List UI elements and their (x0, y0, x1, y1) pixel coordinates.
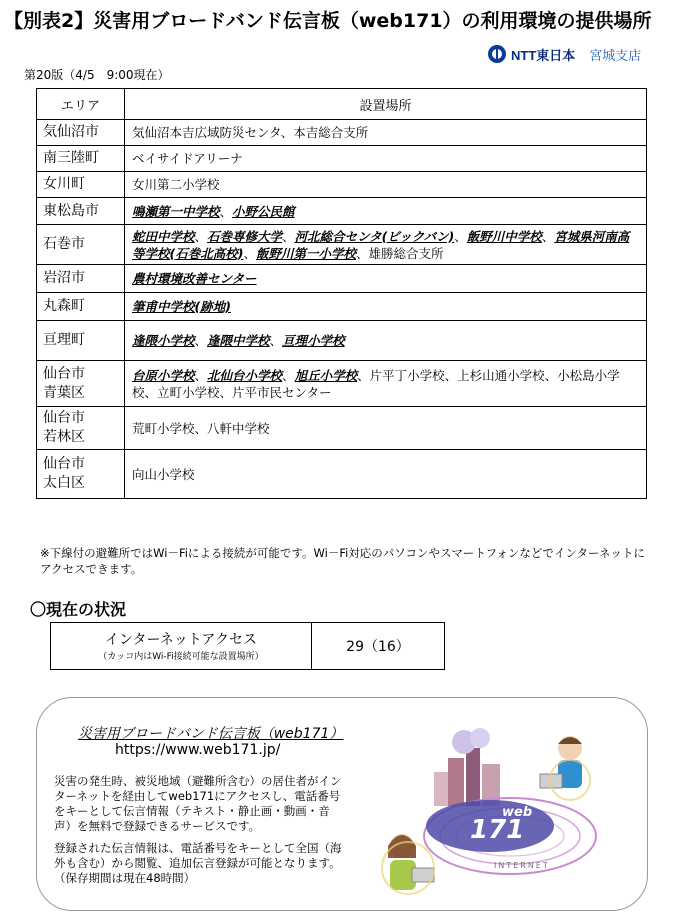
area-cell: 仙台市 若林区 (37, 407, 125, 450)
area-cell: 岩沼市 (37, 265, 125, 293)
location-text: 、 (282, 228, 295, 244)
place-cell (125, 361, 647, 407)
location-text: 、 (194, 367, 208, 383)
location-text: 荒町小学校、八軒中学校 (132, 420, 270, 436)
logo-caption-text: INTERNET (494, 861, 550, 870)
place-cell (125, 293, 647, 321)
table-row (37, 172, 647, 198)
place-cell (125, 198, 647, 225)
location-text: 、 (194, 333, 208, 348)
wifi-location: 鳴瀬第一中学校 (132, 203, 220, 219)
place-cell (125, 225, 647, 265)
wifi-location: 飯野川中学校 (466, 228, 542, 244)
location-text: 向山小学校 (132, 466, 195, 482)
place-cell (125, 321, 647, 361)
status-label-cell (51, 623, 312, 670)
table-row (37, 321, 647, 361)
info-paragraph-1: 災害の発生時、被災地域（避難所含む）の居住者がインターネットを経由してweb171にアクセスし、電話番号をキーとして伝言情報（テキスト・静止画・動画・音声）を無料で登録できるサービスです。 (54, 774, 342, 833)
wifi-location: 小野公民館 (232, 203, 295, 219)
table-row (37, 450, 647, 499)
place-cell (125, 450, 647, 499)
wifi-location: 飯野川第一小学校 (255, 245, 356, 261)
location-text: 、 (194, 228, 208, 244)
status-value: 29（16） (346, 639, 410, 655)
company-branch: 宮城支店 (589, 48, 642, 64)
status-row (51, 623, 445, 670)
company-name: NTT東日本 (511, 47, 576, 63)
info-title: 災害用ブロードバンド伝言板（web171） (78, 726, 344, 742)
location-text: 、 (269, 333, 283, 348)
wifi-location: 石巻専修大学 (207, 228, 283, 244)
table-row (37, 407, 647, 450)
wifi-location: 蛇田中学校 (132, 228, 195, 244)
location-text: 、 (243, 245, 256, 261)
area-cell: 仙台市 青葉区 (37, 361, 125, 407)
wifi-location: 台原小学校 (132, 367, 195, 383)
status-table (50, 622, 445, 670)
logo-web-text: web (502, 805, 533, 820)
status-label: インターネットアクセス (105, 631, 257, 648)
table-row (37, 293, 647, 321)
info-url[interactable]: https://www.web171.jp/ (115, 742, 281, 758)
place-cell (125, 146, 647, 172)
area-cell: 気仙沼市 (37, 120, 125, 146)
table-row (37, 361, 647, 407)
area-cell: 丸森町 (37, 293, 125, 321)
location-text: 、 (219, 203, 233, 219)
header-area: エリア (37, 89, 125, 120)
wifi-location: 逢隈中学校 (207, 333, 270, 348)
ntt-logo-icon (487, 44, 507, 64)
place-cell (125, 172, 647, 198)
wifi-location: 農村環境改善センター (132, 271, 257, 286)
edition-label: 第20版（4/5 9:00現在） (24, 68, 170, 82)
web171-illustration (370, 718, 600, 908)
wifi-location: 逢隈小学校 (132, 333, 195, 348)
status-sublabel: （カッコ内はWi-Fi接続可能な設置場所） (98, 651, 264, 662)
page-title: 【別表2】災害用ブロードバンド伝言板（web171）の利用環境の提供場所 (4, 10, 652, 32)
location-text: 、 (454, 228, 467, 244)
table-row (37, 120, 647, 146)
table-header-row (37, 89, 647, 120)
location-text: 、 (541, 228, 555, 244)
area-cell: 東松島市 (37, 198, 125, 225)
area-cell: 南三陸町 (37, 146, 125, 172)
company-header (487, 44, 641, 64)
location-text: 女川第二小学校 (132, 177, 220, 192)
location-text: 、雄勝総合支所 (355, 245, 444, 261)
status-heading: 〇現在の状況 (30, 600, 127, 619)
place-cell (125, 120, 647, 146)
table-row (37, 225, 647, 265)
area-cell: 亘理町 (37, 321, 125, 361)
wifi-location: 宮城県河南高等学校(石巻北高校) (132, 228, 630, 261)
area-cell: 石巻市 (37, 225, 125, 265)
wifi-location: 筆甫中学校(跡地) (132, 299, 231, 314)
area-cell: 仙台市 太白区 (37, 450, 125, 499)
locations-table (36, 88, 647, 499)
place-cell (125, 265, 647, 293)
wifi-location: 河北総合センタ(ビックバン) (294, 228, 455, 244)
status-value-cell (312, 623, 445, 670)
wifi-location: 亘理小学校 (282, 333, 345, 348)
wifi-location: 旭丘小学校 (294, 367, 358, 383)
buildings-icon (434, 728, 500, 806)
logo-number-text: 171 (470, 815, 525, 845)
table-row (37, 265, 647, 293)
wifi-note: ※下線付の避難所ではWi－Fiによる接続が可能です。Wi－Fi対応のパソコンやスマートフォンなどでインターネットにアクセスできます。 (40, 546, 645, 576)
info-paragraph-2: 登録された伝言情報は、電話番号をキーとして全国（海外も含む）から閲覧、追加伝言登録が可能となります。（保存期間は現在48時間） (54, 841, 342, 885)
location-text: 気仙沼本吉広域防災センタ、本吉総合支所 (132, 125, 369, 140)
table-row (37, 146, 647, 172)
wifi-location: 北仙台小学校 (207, 367, 283, 383)
boy-laptop-icon (540, 736, 590, 800)
place-cell (125, 407, 647, 450)
header-place: 設置場所 (125, 89, 647, 120)
location-text: 、片平丁小学校、上杉山通小学校、小松島小学校、立町小学校、片平市民センター (132, 367, 620, 400)
location-text: 、 (282, 367, 295, 383)
location-text: ベイサイドアリーナ (132, 151, 243, 166)
table-row (37, 198, 647, 225)
area-cell: 女川町 (37, 172, 125, 198)
